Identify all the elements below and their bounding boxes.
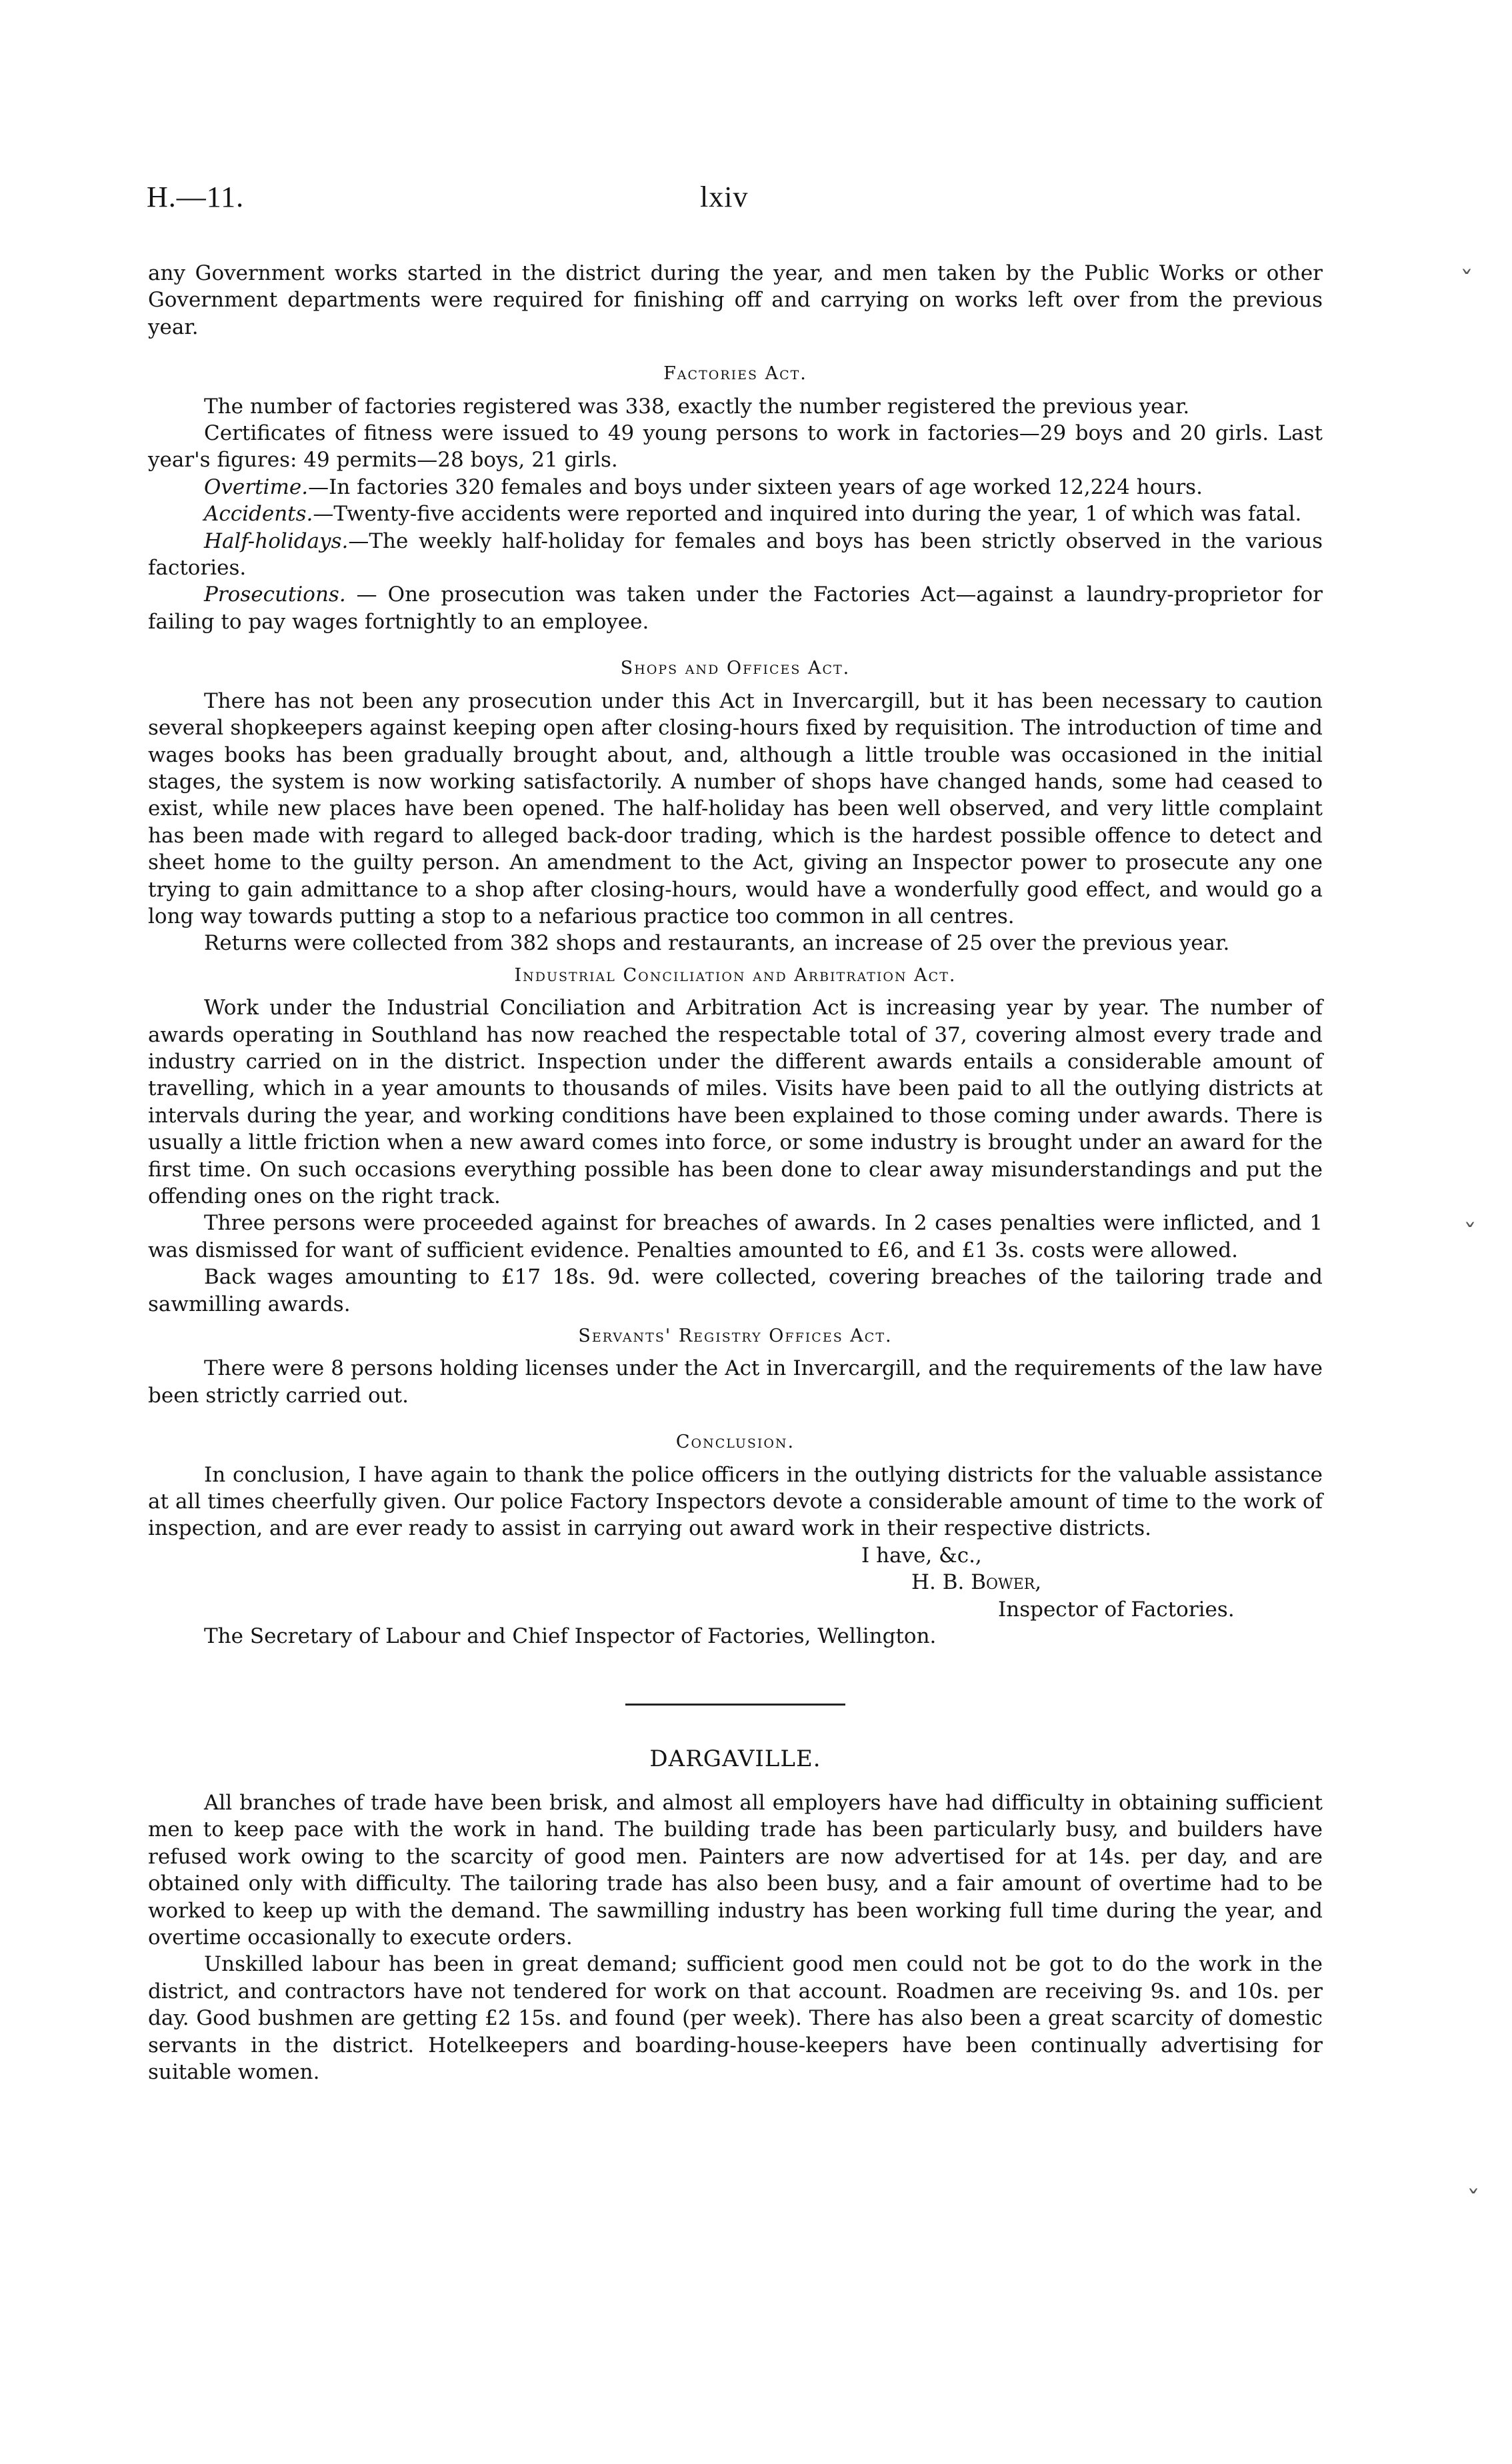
signatory-name: H. B. Bower,	[911, 1570, 1042, 1595]
factories-paragraph-overtime	[148, 474, 1323, 501]
factories-paragraph-accidents	[148, 501, 1323, 527]
factories-paragraph-prosecutions	[148, 581, 1323, 635]
dargaville-paragraph-labour: Unskilled labour has been in great demand; sufficient good men could not be got to do the work in the district, and contractors have not tendered for work on that account. Roadmen are receiving 9s. and 10s. per day. Good bushmen are getting £2 15s. and found (per week). There has also been a great scarcity of domestic servants in the district. Hotelkeepers and boarding-house-keepers have been continually advertising for suitable women.	[148, 1952, 1323, 2084]
intro-paragraph: any Government works started in the district during the year, and men taken by the Public Works or other Government departments were required for finishing off and carrying on works left over from the previous year.	[148, 261, 1323, 339]
margin-tick-mark: ˇ	[1460, 267, 1473, 297]
arbitration-act-heading: Industrial Conciliation and Arbitration Act.	[514, 964, 957, 986]
addressee: The Secretary of Labour and Chief Inspector of Factories, Wellington.	[204, 1624, 937, 1649]
shops-paragraph-returns: Returns were collected from 382 shops and restaurants, an increase of 25 over the previous year.	[204, 931, 1230, 956]
section-divider	[625, 1704, 845, 1706]
document-reference: H.—11.	[147, 181, 245, 213]
page-body	[148, 260, 1323, 2085]
arbitration-paragraph-back-wages: Back wages amounting to £17 18s. 9d. were collected, covering breaches of the tailoring trade and sawmilling awards.	[148, 1265, 1323, 1316]
accidents-label: Accidents.	[204, 502, 313, 527]
shops-paragraph-prosecution: There has not been any prosecution under this Act in Invercargill, but it has been necessary to caution several shopkeepers against keeping open after closing-hours fixed by requisition. The introduction of time and wages books has been gradually brought about, and, although a little trouble was occasioned in the initial stages, the system is now working satisfactorily. A number of shops have changed hands, some had ceased to exist, while new places have been opened. The half-holiday has been well observed, and very little complaint has been made with regard to alleged back-door trading, which is the hardest possible offence to detect and sheet home to the guilty person. An amendment to the Act, giving an Inspector power to prosecute any one trying to gain admittance to a shop after closing-hours, would have a wonderfully good effect, and would go a long way towards putting a stop to a nefarious practice too common in all centres.	[148, 688, 1323, 928]
half-holidays-text: —The weekly half-holiday for females and boys has been strictly observed in the various factories.	[148, 529, 1323, 581]
overtime-label: Overtime.	[204, 475, 309, 499]
conclusion-heading: Conclusion.	[675, 1432, 795, 1453]
page-number: lxiv	[700, 181, 749, 213]
half-holidays-label: Half-holidays.	[204, 529, 349, 553]
signatory-title: Inspector of Factories.	[998, 1597, 1235, 1622]
margin-tick-mark: ˇ	[1467, 2186, 1480, 2217]
overtime-text: —In factories 320 females and boys under sixteen years of age worked 12,224 hours.	[308, 475, 1203, 499]
dargaville-paragraph-trade: All branches of trade have been brisk, and almost all employers have had difficulty in obtaining sufficient men to keep pace with the work in hand. The building trade has been particularly busy, and builders have refused work owing to the scarcity of good men. Painters are now advertised for at 14s. per day, and are obtained only with difficulty. The tailoring trade has also been busy, and a fair amount of overtime had to be worked to keep up with the demand. The sawmilling industry has been working full time during the year, and overtime occasionally to execute orders.	[148, 1790, 1323, 1949]
prosecutions-label: Prosecutions.	[204, 583, 346, 607]
dargaville-heading: DARGAVILLE.	[649, 1745, 821, 1772]
sign-off: I have, &c.,	[861, 1543, 982, 1568]
servants-act-heading: Servants' Registry Offices Act.	[578, 1326, 893, 1347]
arbitration-paragraph-work: Work under the Industrial Conciliation and Arbitration Act is increasing year by year. The number of awards operating in Southland has now reached the respectable total of 37, covering almost every trade and industry carried on in the district. Inspection under the different awards entails a considerable amount of travelling, which in a year amounts to thousands of miles. Visits have been paid to all the outlying districts at intervals during the year, and working conditions have been explained to those coming under awards. There is usually a little friction when a new award comes into force, or some industry is brought under an award for the first time. On such occasions everything possible has been done to clear away misunderstandings and put the offending ones on the right track.	[148, 996, 1323, 1208]
factories-paragraph-certificates: Certificates of fitness were issued to 49 young persons to work in factories—29 boys and 20 girls. Last year's figures: 49 permits—28 boys, 21 girls.	[148, 421, 1323, 473]
conclusion-paragraph: In conclusion, I have again to thank the police officers in the outlying districts for the valuable assistance at all times cheerfully given. Our police Factory Inspectors devote a considerable amount of time to the work of inspection, and are ever ready to assist in carrying out award work in their respective districts.	[148, 1462, 1323, 1541]
accidents-text: —Twenty-five accidents were reported and inquired into during the year, 1 of which was fatal.	[313, 502, 1302, 527]
factories-paragraph-registered: The number of factories registered was 338, exactly the number registered the previous year.	[204, 394, 1190, 419]
factories-act-heading: Factories Act.	[663, 363, 807, 385]
signature-block	[148, 1542, 1323, 1623]
page-header	[147, 180, 1320, 220]
servants-paragraph: There were 8 persons holding licenses under the Act in Invercargill, and the requirements of the law have been strictly carried out.	[148, 1356, 1323, 1408]
shops-act-heading: Shops and Offices Act.	[620, 658, 851, 679]
margin-tick-mark: ˇ	[1463, 1220, 1477, 1250]
prosecutions-text: — One prosecution was taken under the Factories Act—against a laundry-proprietor for failing to pay wages fortnightly to an employee.	[148, 583, 1323, 634]
factories-paragraph-half-holidays	[148, 528, 1323, 582]
arbitration-paragraph-breaches: Three persons were proceeded against for breaches of awards. In 2 cases penalties were inflicted, and 1 was dismissed for want of sufficient evidence. Penalties amounted to £6, and £1 3s. costs were allowed.	[148, 1211, 1323, 1262]
